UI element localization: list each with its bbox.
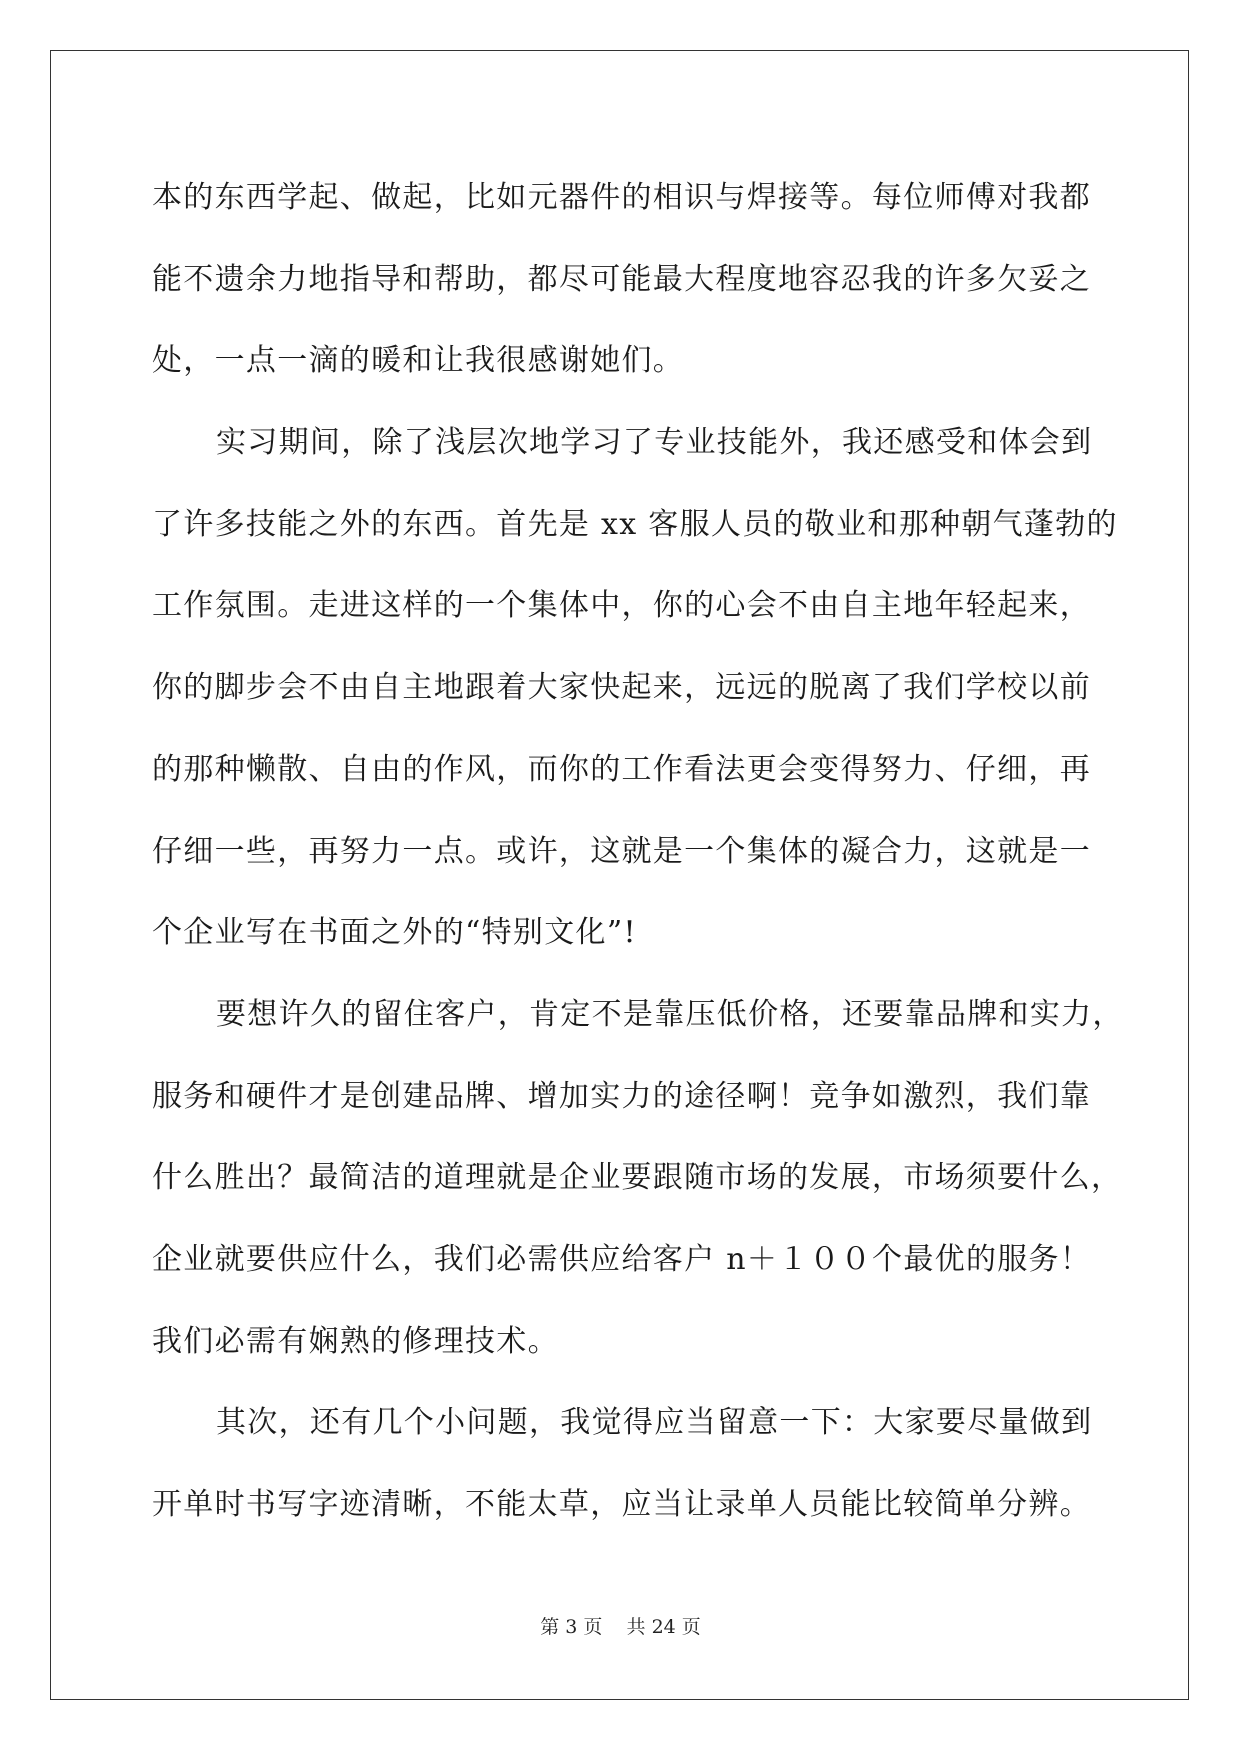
- document-body: [152, 157, 1124, 1546]
- text-line: 仔细一些，再努力一点。或许，这就是一个集体的凝合力，这就是一: [152, 833, 1091, 869]
- text-line: 本的东西学起、做起，比如元器件的相识与焊接等。每位师傅对我都: [152, 180, 1091, 215]
- text-line: 能不遗余力地指导和帮助，都尽可能最大程度地容忍我的许多欠妥之: [152, 261, 1091, 297]
- text-line: 了许多技能之外的东西。首先是 xx 客服人员的敬业和那种朝气蓬勃的: [152, 506, 1118, 542]
- page-footer: [0, 1612, 1241, 1639]
- page-total: 共 24 页: [626, 1616, 701, 1638]
- text-line: 要想许久的留住客户，肯定不是靠压低价格，还要靠品牌和实力，: [216, 996, 1124, 1032]
- text-line: 企业就要供应什么，我们必需供应给客户 n＋１００个最优的服务！: [152, 1241, 1092, 1277]
- text-line: 什么胜出？最简洁的道理就是企业要跟随市场的发展，市场须要什么，: [152, 1160, 1123, 1196]
- text-line: 的那种懒散、自由的作风，而你的工作看法更会变得努力、仔细，再: [152, 751, 1091, 787]
- text-line: 工作氛围。走进这样的一个集体中，你的心会不由自主地年轻起来，: [152, 588, 1091, 624]
- text-line: 我们必需有娴熟的修理技术。: [152, 1323, 559, 1359]
- text-line: 处，一点一滴的暖和让我很感谢她们。: [152, 343, 685, 379]
- text-line: 你的脚步会不由自主地跟着大家快起来，远远的脱离了我们学校以前: [152, 670, 1091, 706]
- page-number: 第 3 页: [540, 1616, 603, 1638]
- text-line: 服务和硬件才是创建品牌、增加实力的途径啊！竞争如激烈，我们靠: [152, 1078, 1091, 1114]
- text-line: 个企业写在书面之外的“特别文化”!: [152, 915, 637, 951]
- text-line: 开单时书写字迹清晰，不能太草，应当让录单人员能比较简单分辨。: [152, 1487, 1091, 1522]
- text-line: 其次，还有几个小问题，我觉得应当留意一下：大家要尽量做到: [216, 1405, 1093, 1441]
- text-line: 实习期间，除了浅层次地学习了专业技能外，我还感受和体会到: [216, 425, 1093, 461]
